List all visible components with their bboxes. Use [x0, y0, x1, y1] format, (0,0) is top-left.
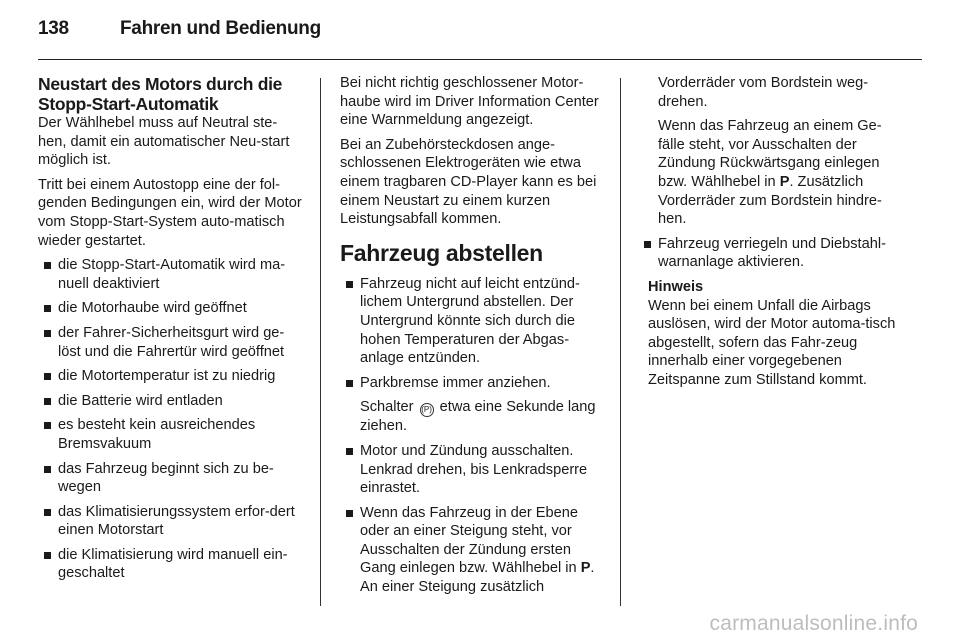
- list-item: die Motortemperatur ist zu niedrig: [38, 367, 304, 386]
- header-rule: [38, 59, 922, 60]
- list-item: die Stopp-Start-Automatik wird ma-nuell deaktiviert: [38, 256, 304, 293]
- continued-paragraph: Vorderräder vom Bordstein weg-drehen.: [658, 75, 869, 110]
- note-text: Wenn bei einem Unfall die Airbags auslösen, wird der Motor automa-tisch abgestellt, sofern das Fahr-zeug innerhalb einer vorgegebenen Zeitspanne zum Stillstand kommt.: [648, 297, 896, 388]
- parking-steps-list-end: [638, 235, 906, 272]
- list-item: Wenn das Fahrzeug in der Ebene oder an einer Steigung steht, vor Ausschalten der Zündung ersten Gang einlegen bzw. Wählhebel in P. An einer Steigung zusätzlich: [340, 504, 604, 597]
- list-item: es besteht kein ausreichendes Bremsvakuum: [38, 416, 304, 453]
- column-divider: [320, 78, 321, 606]
- paragraph: Bei nicht richtig geschlossener Motor-haube wird im Driver Information Center eine Warnmeldung angezeigt.: [340, 75, 599, 129]
- bullet-icon: [44, 422, 51, 429]
- watermark-text: carmanualsonline.info: [709, 612, 918, 635]
- note-box: [638, 278, 906, 390]
- section-heading: Fahrzeug abstellen: [340, 239, 543, 266]
- list-item: die Batterie wird entladen: [38, 392, 304, 411]
- bullet-icon: [44, 373, 51, 380]
- column-divider: [620, 78, 621, 606]
- bullet-icon: [44, 262, 51, 269]
- sub-paragraph: Wenn das Fahrzeug an einem Ge-fälle steht, vor Ausschalten der Zündung Rückwärtsgang einlegen bzw. Wählhebel in P. Zusätzlich Vorderräder zum Bordstein hindre-hen.: [658, 118, 882, 228]
- column-right: [638, 74, 906, 390]
- column-left: [38, 74, 304, 589]
- bullet-icon: [346, 380, 353, 387]
- list-item: Parkbremse immer anziehen.: [340, 374, 604, 393]
- bullet-icon: [44, 305, 51, 312]
- list-item: das Fahrzeug beginnt sich zu be-wegen: [38, 460, 304, 497]
- bullet-icon: [644, 241, 651, 248]
- bullet-icon: [346, 510, 353, 517]
- paragraph: Bei an Zubehörsteckdosen ange-schlossenen Elektrogeräten wie etwa einem tragbaren CD-Player kann es bei einem Neustart zu einem kurzen Leistungsabfall kommen.: [340, 136, 597, 228]
- page-number: 138: [38, 18, 69, 39]
- parking-brake-icon: (P): [420, 403, 434, 417]
- bullet-icon: [44, 466, 51, 473]
- bullet-icon: [346, 448, 353, 455]
- condition-list: [38, 256, 304, 583]
- paragraph: Der Wählhebel muss auf Neutral ste-hen, damit ein automatischer Neu-start möglich ist.: [38, 115, 290, 169]
- sub-paragraph: Schalter (P) etwa eine Sekunde lang ziehen.: [360, 399, 596, 435]
- list-item: Fahrzeug nicht auf leicht entzünd-lichem Untergrund abstellen. Der Untergrund könnte sich durch die hohen Temperaturen der Abgas-anlage entzünden.: [340, 275, 604, 368]
- note-title: Hinweis: [648, 278, 704, 295]
- list-item: das Klimatisierungssystem erfor-dert einen Motorstart: [38, 503, 304, 540]
- parking-steps-list-cont: [340, 442, 604, 597]
- bullet-icon: [44, 398, 51, 405]
- list-item: die Klimatisierung wird manuell ein-geschaltet: [38, 546, 304, 583]
- list-item: Motor und Zündung ausschalten. Lenkrad drehen, bis Lenkradsperre einrastet.: [340, 442, 604, 498]
- bullet-icon: [346, 281, 353, 288]
- list-item: der Fahrer-Sicherheitsgurt wird ge-löst und die Fahrertür wird geöffnet: [38, 324, 304, 361]
- bullet-icon: [44, 552, 51, 559]
- section-heading: Neustart des Motors durch die Stopp-Start-Automatik: [38, 74, 283, 114]
- parking-steps-list: [340, 275, 604, 393]
- list-item: die Motorhaube wird geöffnet: [38, 299, 304, 318]
- paragraph: Tritt bei einem Autostopp eine der fol-genden Bedingungen ein, wird der Motor vom Stopp-Start-System auto-matisch wieder gestartet.: [38, 176, 302, 249]
- bullet-icon: [44, 330, 51, 337]
- page-header: [38, 18, 321, 40]
- column-middle: [340, 74, 604, 603]
- section-title: Fahren und Bedienung: [120, 18, 321, 39]
- list-item: Fahrzeug verriegeln und Diebstahl-warnanlage aktivieren.: [638, 235, 906, 272]
- bullet-icon: [44, 509, 51, 516]
